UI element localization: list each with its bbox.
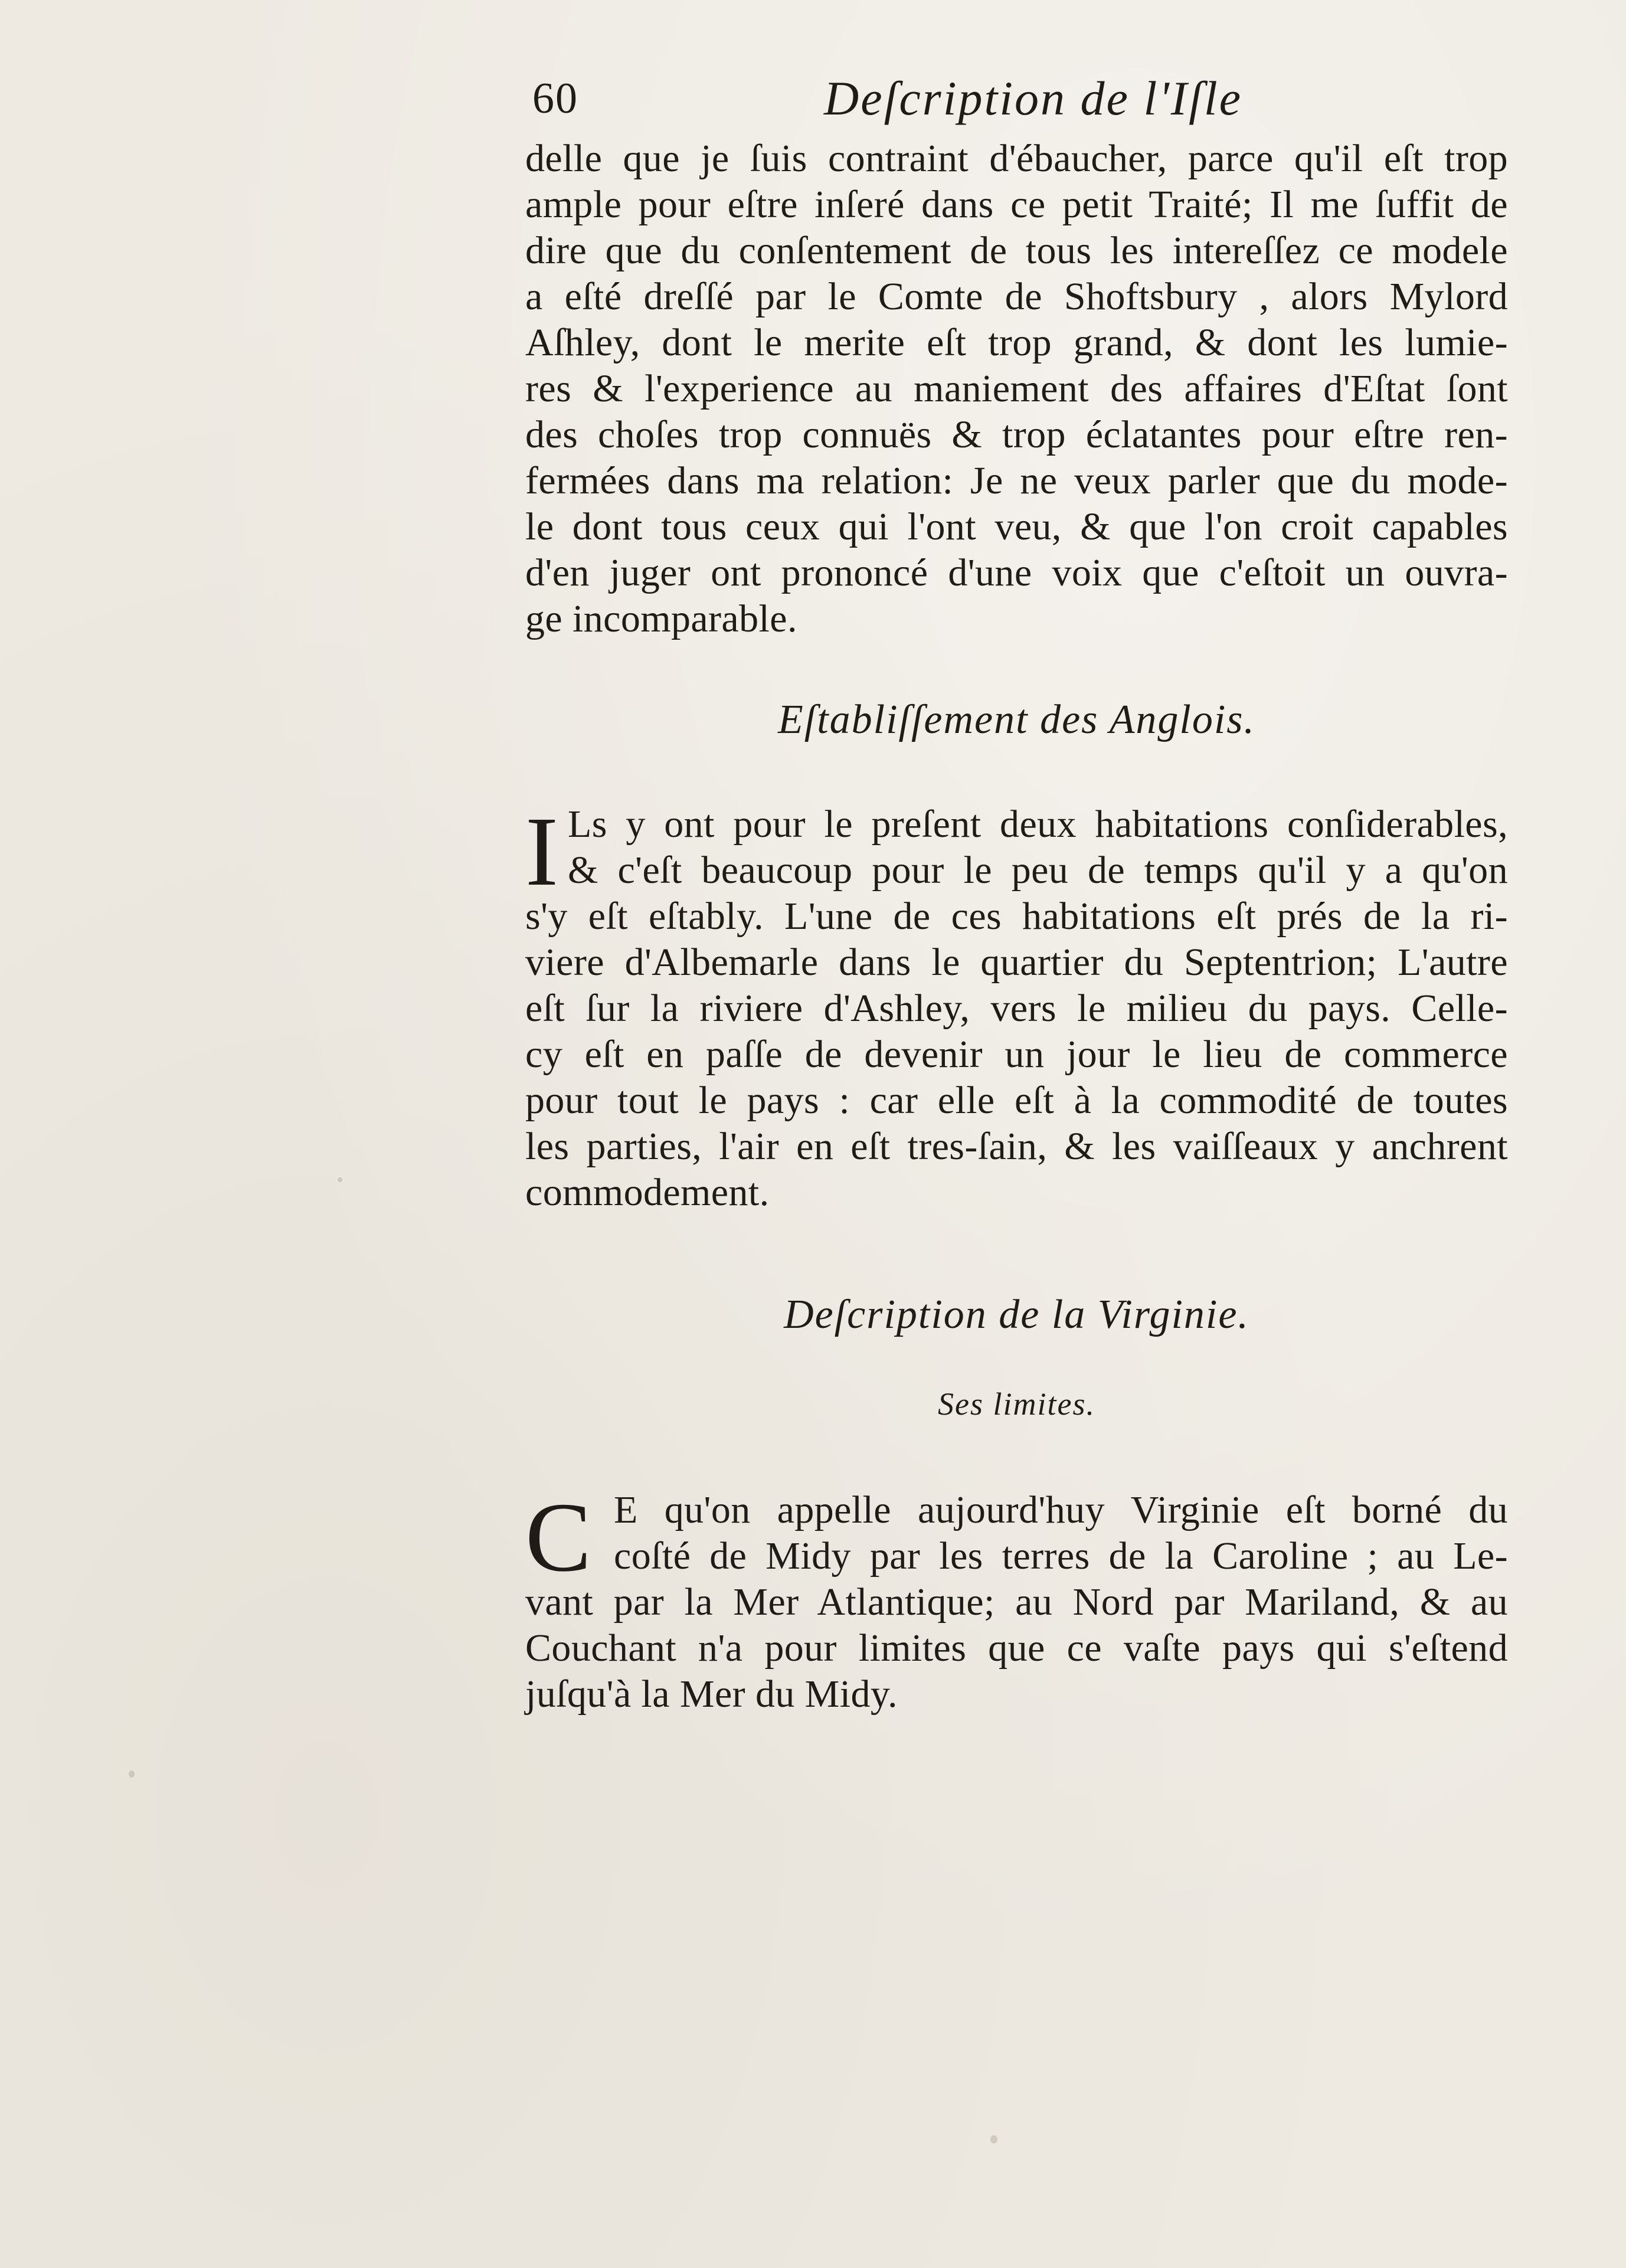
text-line: commodement. bbox=[525, 1171, 770, 1214]
text-line: d'en juger ont prononcé d'une voix que c'eſtoit un ouvra- bbox=[525, 551, 1508, 594]
text-line: a eſté dreſſé par le Comte de Shoftsbury , alors Mylord bbox=[525, 275, 1508, 318]
text-line: les parties, l'air en eſt tres-ſain, & les vaiſſeaux y anchrent bbox=[525, 1125, 1508, 1168]
text-line: delle que je ſuis contraint d'ébaucher, parce qu'il eſt trop bbox=[525, 137, 1508, 180]
text-line: s'y eſt eſtably. L'une de ces habitations eſt prés de la ri- bbox=[525, 895, 1508, 938]
running-head bbox=[525, 71, 1508, 136]
text-line: vant par la Mer Atlantique; au Nord par Mariland, & au bbox=[525, 1580, 1508, 1624]
section-heading: Deſcription de la Virginie. bbox=[784, 1292, 1249, 1337]
text-line: Ls y ont pour le preſent deux habitations conſiderables, bbox=[568, 803, 1508, 846]
paragraph-2 bbox=[525, 797, 1508, 1216]
paper-speck bbox=[338, 1177, 342, 1182]
text-line: Aſhley, dont le merite eſt trop grand, & dont les lumie- bbox=[525, 321, 1508, 364]
text-line: & c'eſt beaucoup pour le peu de temps qu'il y a qu'on bbox=[568, 849, 1508, 892]
text-line: Couchant n'a pour limites que ce vaſte pays qui s'eſtend bbox=[525, 1626, 1508, 1670]
text-line: eſt ſur la riviere d'Ashley, vers le milieu du pays. Celle- bbox=[525, 987, 1508, 1030]
text-column bbox=[525, 71, 1508, 1717]
text-line: ge incomparable. bbox=[525, 597, 797, 640]
text-line: cy eſt en paſſe de devenir un jour le lieu de commerce bbox=[525, 1033, 1508, 1076]
paragraph-3 bbox=[525, 1482, 1508, 1717]
drop-cap: C bbox=[525, 1482, 592, 1592]
subsection-heading: Ses limites. bbox=[938, 1386, 1095, 1422]
paragraph-1 bbox=[525, 136, 1508, 642]
text-line: le dont tous ceux qui l'ont veu, & que l'on croit capables bbox=[525, 505, 1508, 548]
text-line: juſqu'à la Mer du Midy. bbox=[525, 1673, 898, 1716]
text-line: pour tout le pays : car elle eſt à la commodité de toutes bbox=[525, 1079, 1508, 1122]
text-line: viere d'Albemarle dans le quartier du Septentrion; L'autre bbox=[525, 941, 1508, 984]
paper-speck bbox=[990, 2135, 997, 2143]
text-line: fermées dans ma relation: Je ne veux parler que du mode- bbox=[525, 459, 1508, 502]
page-number: 60 bbox=[532, 74, 578, 123]
text-line: ample pour eſtre inſeré dans ce petit Traité; Il me ſuffit de bbox=[525, 183, 1508, 226]
text-line: des choſes trop connuës & trop éclatantes pour eſtre ren- bbox=[525, 413, 1508, 456]
section-heading: Eſtabliſſement des Anglois. bbox=[777, 697, 1256, 742]
text-line: coſté de Midy par les terres de la Caroline ; au Le- bbox=[614, 1534, 1508, 1578]
paper-speck bbox=[129, 1770, 135, 1778]
text-line: E qu'on appelle aujourd'huy Virginie eſt borné du bbox=[614, 1488, 1508, 1531]
drop-cap: I bbox=[525, 797, 559, 906]
text-line: res & l'experience au maniement des affaires d'Eſtat ſont bbox=[525, 367, 1508, 410]
running-title: Deſcription de l'Iſle bbox=[824, 71, 1243, 125]
text-line: dire que du conſentement de tous les intereſſez ce modele bbox=[525, 229, 1508, 272]
